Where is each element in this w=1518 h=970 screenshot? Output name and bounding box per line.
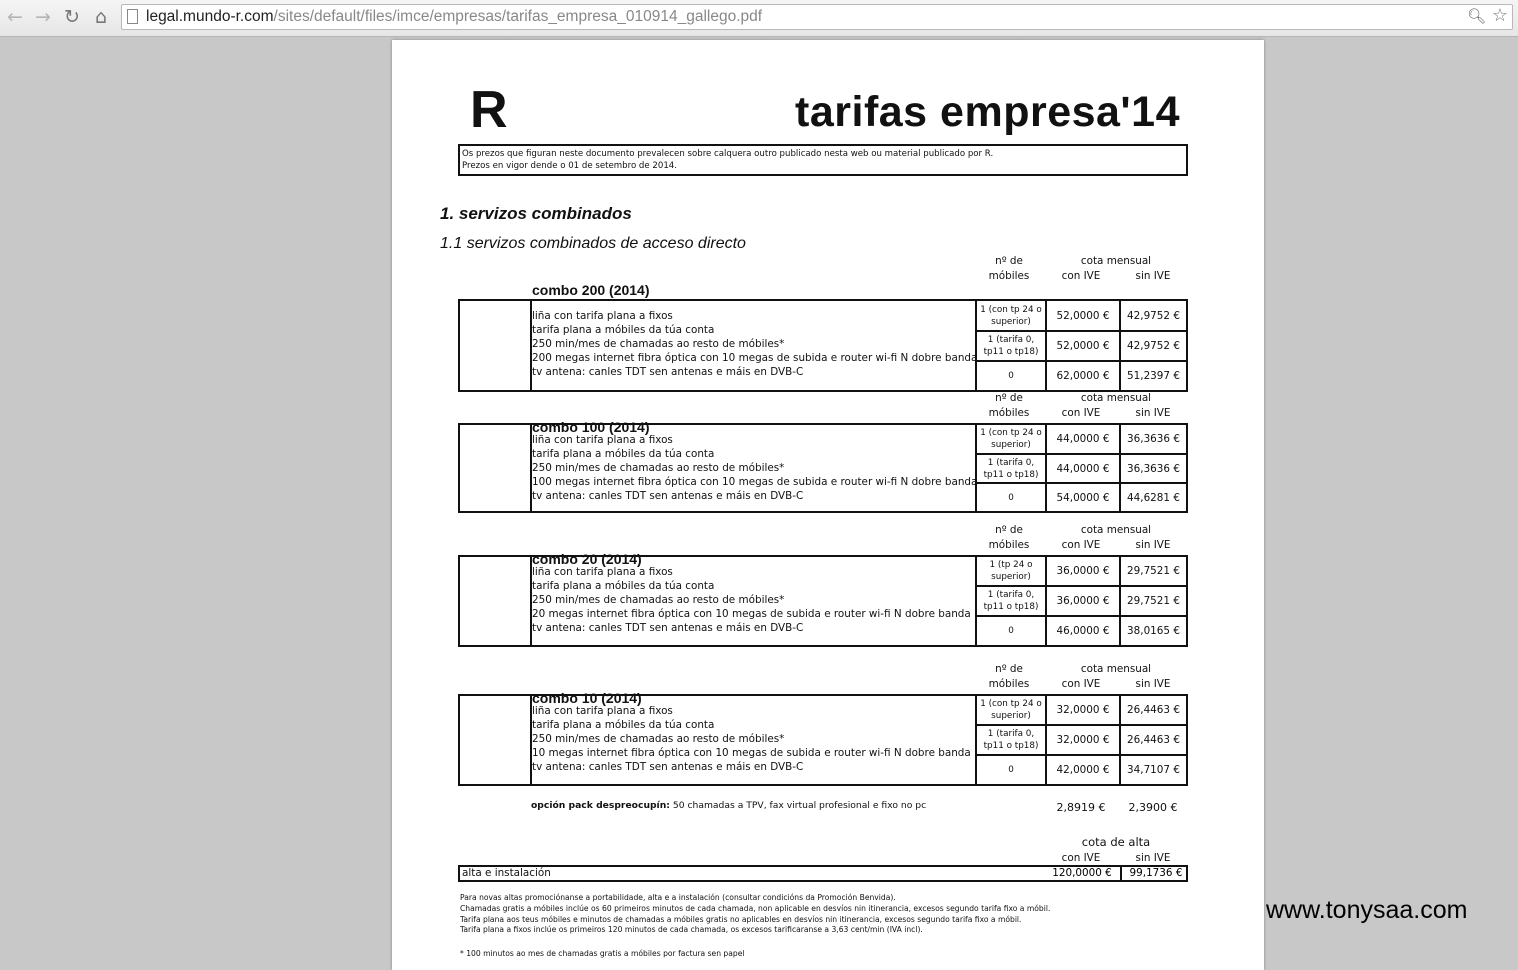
moviles-header-l1: nº de — [995, 663, 1023, 675]
image-placeholder — [460, 696, 532, 784]
pack-price-sin: 2,3900 € — [1128, 801, 1178, 814]
combo-table — [458, 694, 1188, 786]
price-con-cell: 36,0000 € — [1045, 587, 1119, 615]
table-row — [977, 332, 1186, 362]
moviles-cell: 1 (con tp 24 o superior) — [980, 304, 1042, 327]
price-con-cell: 54,0000 € — [1045, 484, 1119, 511]
document-title: tarifas empresa'14 — [795, 88, 1180, 136]
moviles-header-l2: móbiles — [988, 678, 1030, 690]
moviles-header-l1: nº de — [995, 524, 1023, 536]
alta-label: alta e instalación — [462, 867, 551, 879]
table-row — [977, 587, 1186, 617]
alta-table — [458, 865, 1188, 882]
pack-label: opción pack despreocupín: — [531, 800, 670, 811]
notice-box — [458, 144, 1188, 176]
moviles-header-l2: móbiles — [988, 407, 1030, 419]
moviles-header — [974, 662, 1044, 692]
price-con-cell: 42,0000 € — [1045, 756, 1119, 784]
feature-item: tv antena: canles TDT sen antenas e máis en DVB-C — [532, 366, 804, 378]
combo-table — [458, 299, 1188, 392]
note-line: Tarifa plana a fixos inclúe os primeiros 120 minutos de cada chamada, os excesos tarificaranse a 3,63 cent/min (IVA incl). — [460, 925, 923, 935]
con-ive-header: con IVE — [1061, 678, 1101, 690]
cota-header: cota mensual — [1080, 392, 1152, 404]
feature-item: tv antena: canles TDT sen antenas e máis en DVB-C — [532, 490, 804, 502]
feature-item: 250 min/mes de chamadas ao resto de móbiles* — [532, 338, 785, 350]
price-con-cell: 62,0000 € — [1045, 362, 1119, 390]
address-bar[interactable] — [121, 4, 1513, 30]
combo-table — [458, 423, 1188, 513]
price-grid — [975, 301, 1186, 390]
combo-name: combo 100 (2014) — [532, 419, 650, 435]
price-con-cell: 52,0000 € — [1045, 301, 1119, 330]
price-sin-cell: 36,3636 € — [1119, 455, 1186, 482]
forward-arrow-icon[interactable]: → — [35, 6, 51, 28]
moviles-header-l1: nº de — [995, 392, 1023, 404]
table-row — [977, 617, 1186, 645]
moviles-cell: 1 (tarifa 0, tp11 o tp18) — [983, 590, 1039, 612]
pack-price-con: 2,8919 € — [1056, 801, 1106, 814]
feature-item: liña con tarifa plana a fixos — [532, 310, 673, 322]
pack-description: 50 chamadas a TPV, fax virtual profesional e fixo no pc — [669, 800, 927, 811]
feature-item: 20 megas internet fibra óptica con 10 megas de subida e router wi-fi N dobre banda — [532, 608, 971, 620]
price-con-cell: 44,0000 € — [1045, 425, 1119, 453]
feature-item: 250 min/mes de chamadas ao resto de móbiles* — [532, 594, 785, 606]
feature-item: liña con tarifa plana a fixos — [532, 705, 673, 717]
con-ive-header: con IVE — [1061, 270, 1101, 282]
moviles-header — [974, 391, 1044, 421]
cota-header: cota mensual — [1080, 255, 1152, 267]
moviles-cell: 1 (con tp 24 o superior) — [980, 699, 1042, 721]
feature-item: 250 min/mes de chamadas ao resto de móbiles* — [532, 733, 785, 745]
moviles-cell: 0 — [1008, 626, 1014, 636]
combo-block — [392, 254, 1264, 380]
image-placeholder — [460, 557, 532, 645]
feature-list — [532, 704, 972, 774]
home-icon[interactable]: ⌂ — [94, 6, 108, 28]
feature-item: tarifa plana a móbiles da túa conta — [532, 324, 715, 336]
table-row — [977, 362, 1186, 390]
moviles-header — [974, 254, 1044, 284]
combo-block — [392, 662, 1264, 786]
bookmark-star-icon[interactable]: ☆ — [1491, 5, 1508, 26]
watermark-text: www.tonysaa.com — [1266, 896, 1468, 924]
price-con-cell: 32,0000 € — [1045, 726, 1119, 754]
combo-block — [392, 391, 1264, 513]
browser-toolbar — [0, 0, 1518, 37]
note-line: Chamadas gratis a móbiles inclúe os 60 primeiros minutos de cada chamada, non aplicable en desvíos nin itinerancia, excesos segundo tarifa fixo a móbil. — [460, 903, 1051, 913]
alta-sin-header: sin IVE — [1135, 852, 1171, 864]
cota-header: cota mensual — [1080, 663, 1152, 675]
sin-ive-header: sin IVE — [1135, 407, 1171, 419]
price-sin-cell: 42,9752 € — [1119, 301, 1186, 330]
feature-item: tarifa plana a móbiles da túa conta — [532, 448, 715, 460]
moviles-cell: 0 — [1008, 371, 1014, 381]
price-con-cell: 52,0000 € — [1045, 332, 1119, 360]
note-line: Para novas altas promociónanse a portabilidade, alta e a instalación (consultar condicións da Promoción Benvida). — [460, 893, 896, 902]
price-grid — [975, 557, 1186, 645]
price-sin-cell: 26,4463 € — [1119, 696, 1186, 724]
moviles-cell: 1 (tarifa 0, tp11 o tp18) — [983, 335, 1039, 357]
combo-name: combo 200 (2014) — [532, 282, 650, 298]
page-icon — [127, 9, 138, 24]
feature-item: 10 megas internet fibra óptica con 10 megas de subida e router wi-fi N dobre banda — [532, 747, 971, 759]
price-sin-cell: 29,7521 € — [1119, 587, 1186, 615]
price-grid — [975, 696, 1186, 784]
moviles-cell: 1 (con tp 24 o superior) — [980, 428, 1042, 450]
reload-icon[interactable]: ↻ — [64, 6, 80, 28]
url-text[interactable] — [146, 8, 762, 26]
price-sin-cell: 44,6281 € — [1119, 484, 1186, 511]
moviles-cell: 0 — [1008, 765, 1014, 775]
con-ive-header: con IVE — [1061, 407, 1101, 419]
sin-ive-header: sin IVE — [1135, 270, 1171, 282]
feature-list — [532, 565, 972, 635]
price-con-cell: 36,0000 € — [1045, 557, 1119, 585]
table-row — [977, 696, 1186, 726]
back-arrow-icon[interactable]: ← — [7, 6, 23, 28]
price-sin-cell: 29,7521 € — [1119, 557, 1186, 585]
combo-block — [392, 523, 1264, 647]
table-row — [977, 455, 1186, 484]
cota-header: cota mensual — [1080, 524, 1152, 536]
feature-item: 250 min/mes de chamadas ao resto de móbiles* — [532, 462, 785, 474]
feature-item: tv antena: canles TDT sen antenas e máis en DVB-C — [532, 622, 804, 634]
notice-line-1: Os prezos que figuran neste documento prevalecen sobre calquera outro publicado nesta web ou material publicado por R. — [462, 149, 994, 159]
feature-item: tarifa plana a móbiles da túa conta — [532, 719, 715, 731]
alta-price-con: 120,0000 € — [1052, 867, 1112, 879]
url-path: /sites/default/files/imce/empresas/tarifas_empresa_010914_gallego.pdf — [273, 8, 763, 25]
feature-item: 200 megas internet fibra óptica con 10 megas de subida e router wi-fi N dobre banda — [532, 352, 978, 364]
feature-item: tv antena: canles TDT sen antenas e máis en DVB-C — [532, 761, 804, 773]
price-sin-cell: 26,4463 € — [1119, 726, 1186, 754]
notice-line-2: Prezos en vigor dende o 01 de setembro de 2014. — [462, 161, 678, 171]
company-logo: R — [470, 81, 508, 139]
price-sin-cell: 38,0165 € — [1119, 617, 1186, 645]
alta-header: cota de alta — [1081, 835, 1151, 849]
moviles-cell: 0 — [1008, 492, 1014, 503]
moviles-header-l1: nº de — [995, 255, 1023, 267]
table-row — [977, 484, 1186, 511]
feature-item: tarifa plana a móbiles da túa conta — [532, 580, 715, 592]
table-row — [977, 756, 1186, 784]
moviles-cell: 1 (tp 24 o superior) — [989, 560, 1033, 582]
table-row — [977, 726, 1186, 756]
con-ive-header: con IVE — [1061, 539, 1101, 551]
price-grid — [975, 425, 1186, 511]
alta-con-header: con IVE — [1061, 852, 1101, 864]
feature-list — [532, 433, 978, 503]
price-sin-cell: 36,3636 € — [1119, 425, 1186, 453]
feature-item: 100 megas internet fibra óptica con 10 megas de subida e router wi-fi N dobre banda — [532, 476, 978, 488]
zoom-icon[interactable]: 🔍︎ — [1466, 7, 1486, 25]
combo-name: combo 20 (2014) — [532, 551, 642, 567]
section-heading: 1. servizos combinados — [440, 204, 632, 223]
combo-name: combo 10 (2014) — [532, 690, 642, 706]
feature-list — [532, 309, 978, 379]
price-sin-cell: 34,7107 € — [1119, 756, 1186, 784]
price-con-cell: 46,0000 € — [1045, 617, 1119, 645]
moviles-cell: 1 (tarifa 0, tp11 o tp18) — [983, 457, 1039, 480]
moviles-cell: 1 (tarifa 0, tp11 o tp18) — [983, 729, 1039, 751]
sin-ive-header: sin IVE — [1135, 539, 1171, 551]
url-host: legal.mundo-r.com — [146, 8, 274, 25]
table-row — [977, 425, 1186, 455]
feature-item: liña con tarifa plana a fixos — [532, 566, 673, 578]
alta-price-sin: 99,1736 € — [1120, 867, 1190, 880]
pdf-page — [392, 40, 1264, 970]
sin-ive-header: sin IVE — [1135, 678, 1171, 690]
pack-option — [531, 800, 926, 811]
note-line: Tarifa plana aos teus móbiles e minutos de chamadas a móbiles gratis no aplicables en desvíos nin itinerancia, excesos segundo tarifa fixo a móbil. — [460, 914, 1022, 924]
price-con-cell: 44,0000 € — [1045, 455, 1119, 482]
price-sin-cell: 42,9752 € — [1119, 332, 1186, 360]
footnote: * 100 minutos ao mes de chamadas gratis a móbiles por factura sen papel — [460, 949, 745, 958]
image-placeholder — [460, 425, 532, 511]
price-con-cell: 32,0000 € — [1045, 696, 1119, 724]
subsection-heading: 1.1 servizos combinados de acceso directo — [440, 235, 746, 252]
price-sin-cell: 51,2397 € — [1119, 362, 1186, 390]
combo-table — [458, 555, 1188, 647]
moviles-header-l2: móbiles — [988, 270, 1030, 282]
table-row — [977, 301, 1186, 332]
image-placeholder — [460, 301, 532, 390]
feature-item: liña con tarifa plana a fixos — [532, 434, 673, 446]
table-row — [977, 557, 1186, 587]
moviles-header — [974, 523, 1044, 553]
moviles-header-l2: móbiles — [988, 539, 1030, 551]
terms-notes — [460, 893, 1050, 936]
